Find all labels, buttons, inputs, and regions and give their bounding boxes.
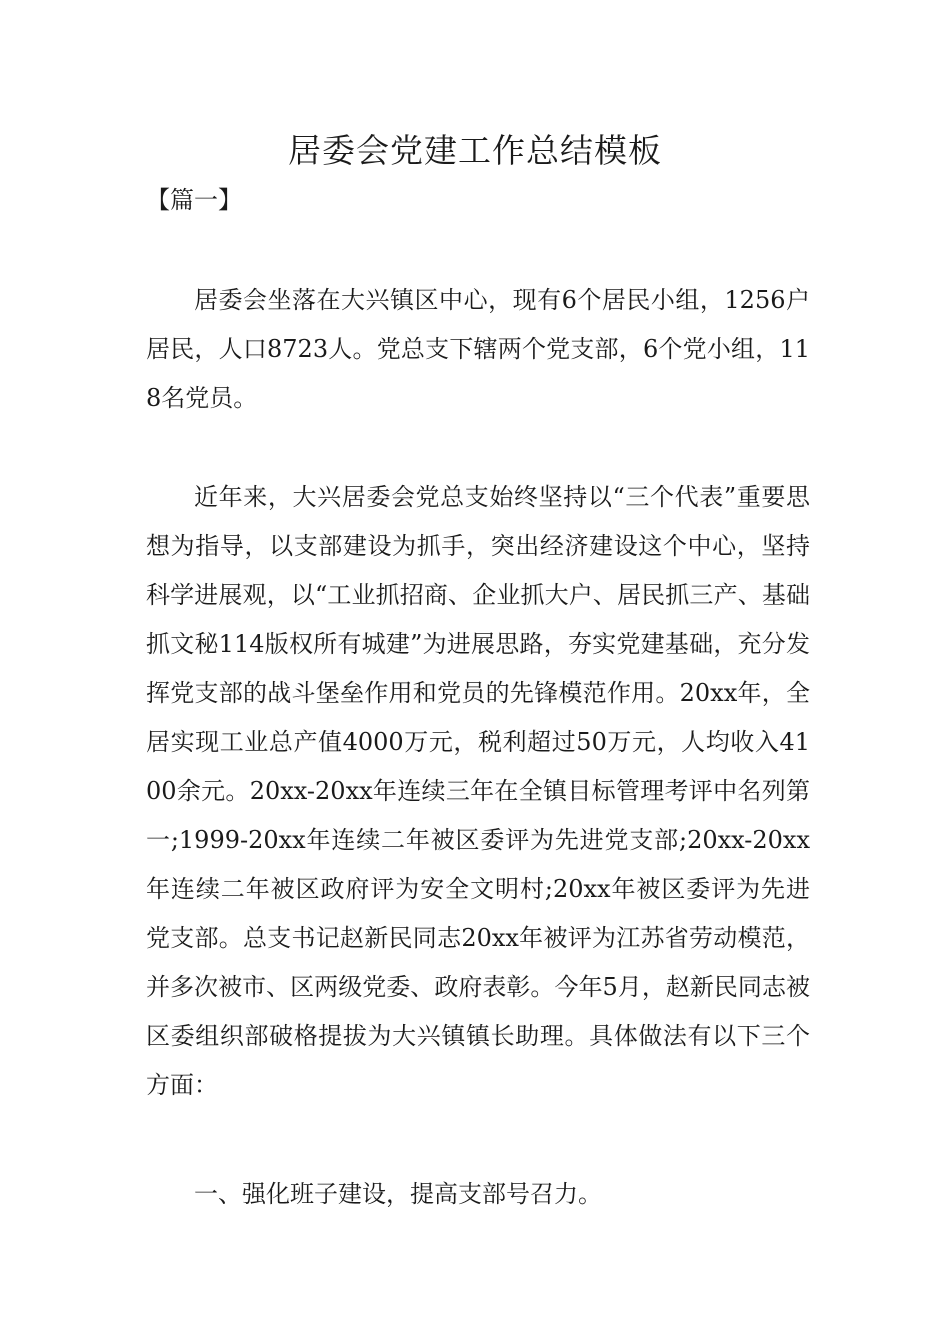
paragraph-intro: 居委会坐落在大兴镇区中心，现有6个居民小组，1256户居民，人口8723人。党总支下辖两个党支部，6个党小组，118名党员。: [146, 286, 810, 412]
section-heading-1: 一、强化班子建设，提高支部号召力。: [194, 1180, 602, 1208]
paragraph-achievements: 近年来，大兴居委会党总支始终坚持以“三个代表”重要思想为指导，以支部建设为抓手，突出经济建设这个中心，坚持科学进展观，以“工业抓招商、企业抓大户、居民抓三产、基础抓文秘114版权所有城建”为进展思路，夯实党建基础，充分发挥党支部的战斗堡垒作用和党员的先锋模范作用。20xx年，全居实现工业总产值4000万元，税利超过50万元，人均收入4100余元。20xx-20xx年连续三年在全镇目标管理考评中名列第一;1999-20xx年连续二年被区委评为先进党支部;20xx-20xx年连续二年被区政府评为安全文明村;20xx年被区委评为先进党支部。总支书记赵新民同志20xx年被评为江苏省劳动模范，并多次被市、区两级党委、政府表彰。今年5月，赵新民同志被区委组织部破格提拔为大兴镇镇长助理。具体做法有以下三个方面：: [146, 483, 810, 1099]
section-label: 【篇一】: [146, 186, 242, 214]
document-title: 居委会党建工作总结模板: [288, 131, 662, 170]
